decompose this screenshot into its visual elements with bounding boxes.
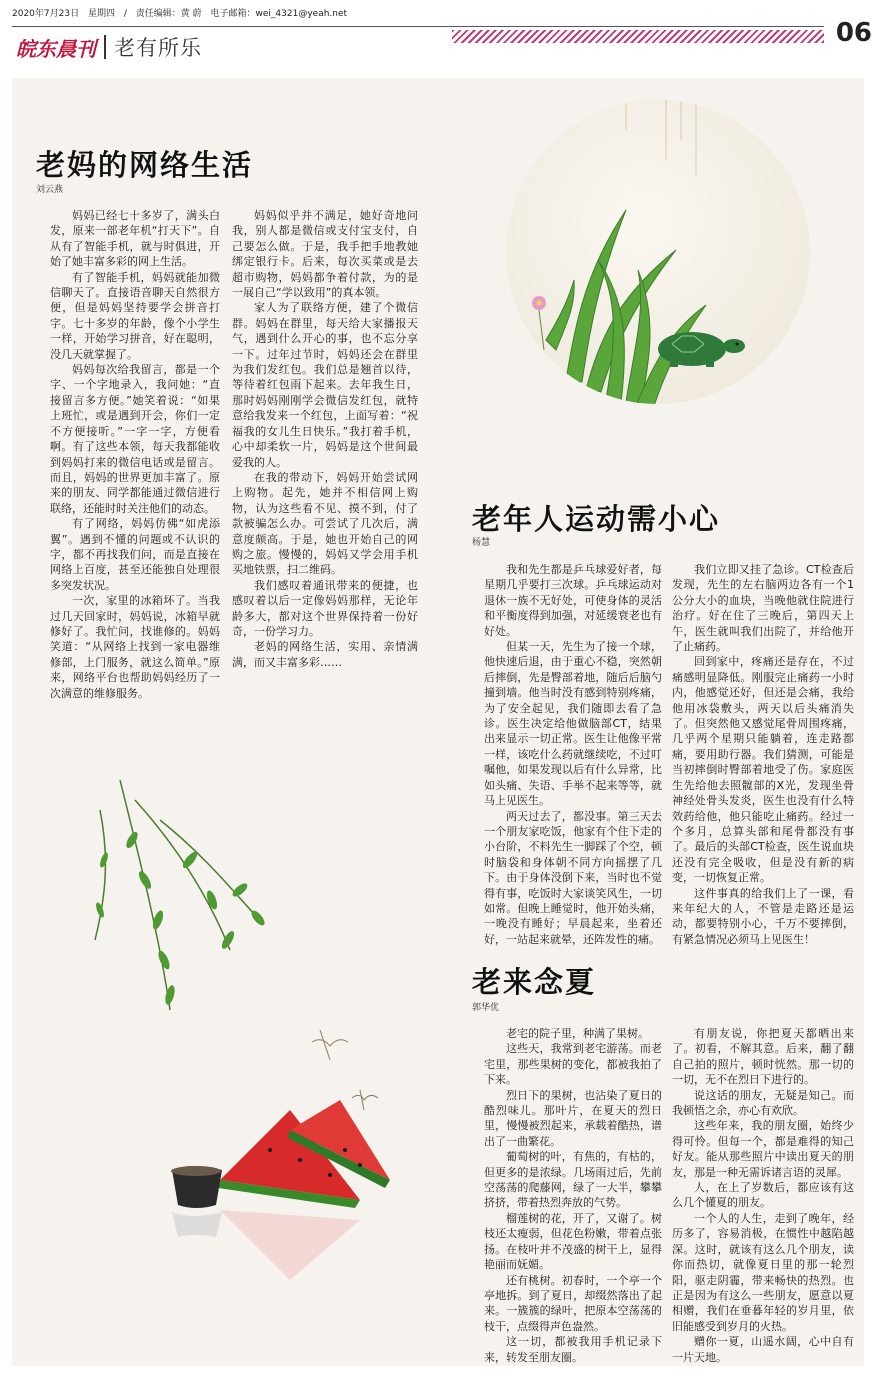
grass-turtle-illustration bbox=[506, 100, 810, 404]
article3-col2-paragraph: 赠你一夏，山遥水阔，心中自有一片天地。 bbox=[672, 1335, 854, 1364]
header-rule bbox=[12, 26, 824, 27]
article3-col2-paragraph: 有朋友说，你把夏天都晒出来了。初看，不解其意。后来，翻了翻自己拍的照片，顿时恍然。那一切的一切，无不在烈日下进行的。 bbox=[672, 1027, 854, 1087]
article3-col1-paragraph: 老宅的院子里，种满了果树。 bbox=[506, 1027, 649, 1040]
article3-author: 郭华优 bbox=[472, 1003, 500, 1013]
article3-col2-paragraph: 说这话的朋友，无疑是知己。而我顿悟之余，亦心有欢欣。 bbox=[672, 1088, 854, 1118]
article3-col1-paragraph: 葡萄树的叶，有焦的，有枯的，但更多的是浓绿。几场雨过后，先前空荡荡的爬藤网，绿了一大半，攀攀挤挤，带着热烈奔放的气势。 bbox=[484, 1150, 662, 1210]
article2-col1-paragraph: 但某一天，先生为了接一个球，他快速后退，由于重心不稳，突然朝后摔倒，先是臀部着地，随后后脑勺撞到墙。他当时没有感到特别疼痛，为了安全起见，我们随即去看了急诊。医生决定给他做脑部CT，结果出来显示一切正常。医生让他像平常一样，该吃什么药就继续吃，不过叮嘱他，如果发现以后有什么异常，比如头痛、失语、手举不起来等等，就马上见医生。 bbox=[484, 640, 662, 808]
article1-col2-paragraph: 在我的带动下，妈妈开始尝试网上购物。起先，她并不相信网上购物，认为这些看不见、摸不到，付了款被骗怎么办。可尝试了几次后，满意度颇高。于是，她也开始自己的网购之旅。慢慢的，妈妈又学会用手机买地铁票，扫二维码。 bbox=[232, 470, 418, 577]
article2-col1-paragraph: 两天过去了，都没事。第三天去一个朋友家吃饭，他家有个住下走的小台阶，不料先生一脚踩了个空，顿时脑袋和身体朝不同方向摇摆了几下。由于身体没倒下来，当时也不觉得有事，吃饭时大家谈笑风生，一切如常。但晚上睡觉时，他开始头痛，一晚没有睡好；早晨起来，坐着还好，一站起来就晕，还阵发性的痛。 bbox=[484, 809, 662, 946]
article2-col1 bbox=[484, 562, 662, 947]
watermelon-willow-illustration bbox=[40, 780, 420, 1340]
article3-col1-paragraph: 还有桃树。初春时，一个亭一个亭地拆。到了夏日，却缀然落出了起来。一簇簇的绿叶，把原本空荡荡的枝干，点缀得声色盎然。 bbox=[484, 1273, 662, 1333]
header-email: 电子邮箱：wei_4321@yeah.net bbox=[210, 9, 348, 19]
article3-col2-paragraph: 这些年来，我的朋友圈，始终少得可怜。但每一个，都是难得的知己好友。能从那些照片中读出夏天的朋友，那是一种无需诉诸言语的灵犀。 bbox=[672, 1119, 854, 1179]
article1-author: 刘云燕 bbox=[36, 185, 64, 195]
article1-col1 bbox=[50, 208, 220, 701]
article3-col1-paragraph: 榴莲树的花，开了，又谢了。树枝还太瘦弱，但花色粉嫩，带着点张扬。在枝叶并不茂盛的树干上，显得艳丽而妩媚。 bbox=[484, 1211, 662, 1272]
article2-col2-paragraph: 这件事真的给我们上了一课，看来年纪大的人，不管是走路还是运动，都要特别小心，千万不要摔倒，有紧急情况必须马上见医生！ bbox=[672, 886, 854, 946]
article1-col1-paragraph: 有了智能手机，妈妈就能加微信聊天了。直接语音聊天自然很方便，但是妈妈坚持要学会拼音打字。七十多岁的年龄，像个小学生一样，开始学习拼音，好在聪明，没几天就掌握了。 bbox=[50, 270, 220, 361]
article2-col2-paragraph: 回到家中，疼痛还是存在，不过痛感明显降低。刚服完止痛药一小时内，他感觉还好，但还是会痛，我给他用冰袋敷头，两天以后头痛消失了。但突然他又感觉尾骨周围疼痛，几乎两个星期只能躺着，连走路都痛，要用助行器。我们猜测，可能是当初摔倒时臀部着地受了伤。家庭医生先给他去照髋部的X光，发现坐骨神经处骨头发炎，医生也没有什么特效药给他，他只能吃止痛药。经过一个多月，总算头部和尾骨都没有事了。最后的头部CT检查，医生说血块还没有完全吸收，但是没有新的病变，一切恢复正常。 bbox=[672, 655, 854, 885]
article2-col2-paragraph: 我们立即又挂了急诊。CT检查后发现，先生的左右脑两边各有一个1公分大小的血块，当晚他就住院进行治疗。好在住了三晚后，第四天上午，医生就叫我们出院了，并给他开了止痛药。 bbox=[672, 563, 854, 654]
section-title: 老有所乐 bbox=[114, 36, 202, 60]
article1-col2-paragraph: 老妈的网络生活，实用、亲情满满，而又丰富多彩…… bbox=[232, 640, 418, 669]
article3-col1-paragraph: 烈日下的果树，也沾染了夏日的酷烈味儿。那叶片，在夏天的烈日里，慢慢被烈起来，承载着酷热，谱出了一曲繁花。 bbox=[484, 1088, 662, 1148]
article3-title: 老来念夏 bbox=[472, 965, 597, 999]
header-weekday: 星期四 bbox=[87, 9, 115, 19]
article3-col1 bbox=[484, 1026, 662, 1365]
article2-title: 老年人运动需小心 bbox=[472, 502, 721, 536]
article2-col2 bbox=[672, 562, 854, 947]
article1-col2-paragraph: 家人为了联络方便，建了个微信群。妈妈在群里，每天给大家播报天气，遇到什么开心的事，也不忘分享一下。过年过节时，妈妈还会在群里为我们发红包。我们总是翘首以待，等待着红包雨下起来。去年我生日，那时妈妈刚刚学会微信发红包，就特意给我发来一个红包，上面写着：“祝福我的女儿生日快乐。”我打着手机，心中却柔软一片，妈妈是这个世间最爱我的人。 bbox=[232, 301, 418, 469]
article1-col2 bbox=[232, 208, 418, 670]
article1-col2-paragraph: 我们感叹着通讯带来的便捷，也感叹着以后一定像妈妈那样，无论年龄多大，都对这个世界保持着一份好奇，一份学习力。 bbox=[232, 578, 418, 638]
article1-title: 老妈的网络生活 bbox=[36, 148, 254, 182]
header-stripe bbox=[452, 30, 824, 43]
article1-col2-paragraph: 妈妈似乎并不满足，她好奇地问我，别人都是微信或支付宝支付，自己要怎么做。于是，我手把手地教她绑定银行卡。后来，每次买菜或是去超市购物，妈妈都争着付款，为的是一展自己“学以致用”的真本领。 bbox=[232, 209, 418, 300]
newspaper-logo: 皖东晨刊 bbox=[16, 36, 96, 61]
article1-col1-paragraph: 妈妈已经七十多岁了，满头白发，原来一部老年机“打天下”。自从有了智能手机，就与时俱进，开始了她丰富多彩的网上生活。 bbox=[50, 209, 220, 269]
header-editor: 责任编辑：黄 蔚 bbox=[135, 9, 202, 19]
header-info bbox=[12, 6, 353, 19]
article1-col1-paragraph: 一次，家里的冰箱坏了。当我过几天回家时，妈妈说，冰箱早就修好了。我忙问，找谁修的。妈妈笑道：“从网络上找到一家电器维修部，上门服务，就这么简单。”原来，网络平台也帮助妈妈经历了一次满意的维修服务。 bbox=[50, 594, 220, 700]
header-date: 2020年7月23日 bbox=[12, 9, 80, 19]
article3-col2-paragraph: 一个人的人生，走到了晚年，经历多了，容易消极，在惯性中越陷越深。这时，就该有这么几个朋友，读你而热切，就像夏日里的那一轮烈阳，驱走阴霾，带来畅快的热烈。也正是因为有这么一些朋友，愿意以夏相赠，我们在垂暮年轻的岁月里，依旧能感受到岁月的火热。 bbox=[672, 1211, 854, 1333]
article1-col1-paragraph: 有了网络，妈妈仿佛“如虎添翼”。遇到不懂的问题或不认识的字，都不再找我们问，而是直接在网络上百度，甚至还能独自处理很多突发状况。 bbox=[50, 517, 220, 592]
article3-col2 bbox=[672, 1026, 854, 1365]
article3-col2-paragraph: 人，在上了岁数后，都应该有这么几个懂夏的朋友。 bbox=[672, 1181, 854, 1210]
header-separator: / bbox=[123, 9, 127, 19]
article2-author: 杨慧 bbox=[472, 538, 491, 548]
masthead bbox=[16, 32, 202, 62]
page-number: 06 bbox=[835, 18, 872, 48]
article3-col1-paragraph: 这些天，我常到老宅游荡。而老宅里，那些果树的变化，都被我拍了下来。 bbox=[484, 1042, 662, 1087]
article1-col1-paragraph: 妈妈每次给我留言，都是一个字、一个字地录入，我问她：“直接留言多方便。”她笑着说：“如果上班忙，或是遇到开会，你们一定不方便接听。”一字一字，方便看啊。有了这些本领，每天我都能收到妈妈打来的微信电话或是留言。而且，妈妈的世界更加丰富了。原来的朋友、同学都能通过微信进行联络，还能时时关注他们的动态。 bbox=[50, 363, 220, 515]
article2-col1-paragraph: 我和先生都是乒乓球爱好者，每星期几乎要打三次球。乒乓球运动对退休一族不无好处，可使身体的灵活和平衡度得到加强，对延缓衰老也有好处。 bbox=[484, 563, 662, 638]
masthead-divider bbox=[104, 35, 106, 59]
article3-col1-paragraph: 这一切，都被我用手机记录下来，转发至朋友圈。 bbox=[484, 1335, 662, 1364]
